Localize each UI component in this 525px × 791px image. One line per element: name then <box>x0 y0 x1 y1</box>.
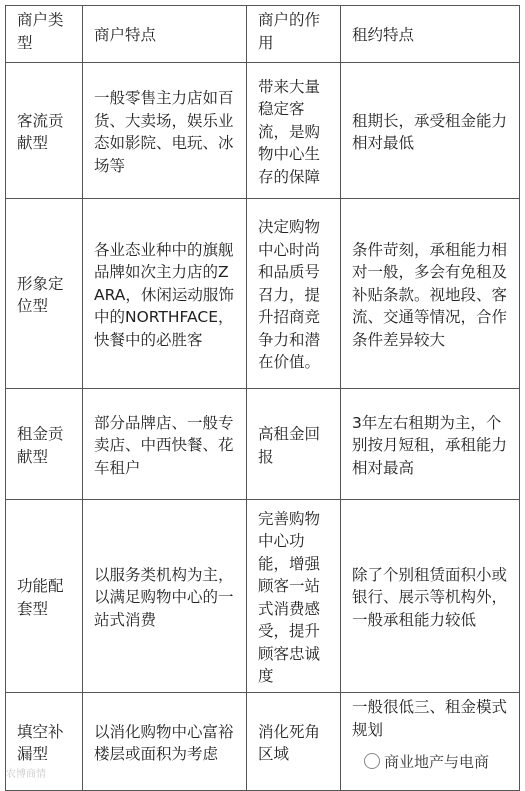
cell-role: 完善购物中心功能，增强顾客一站式消费感受，提升顾客忠诚度 <box>247 500 341 693</box>
header-merchant-role: 商户的作用 <box>247 6 341 63</box>
table-row <box>6 63 520 199</box>
cell-lease: 租期长，承受租金能力相对最低 <box>341 63 520 199</box>
cell-feature: 各业态业种中的旗舰品牌如次主力店的ZARA，休闲运动服饰中的NORTHFACE，快餐中的必胜客 <box>83 199 247 389</box>
cell-type: 填空补漏型 <box>6 693 83 791</box>
cell-feature: 一般零售主力店如百货、大卖场，娱乐业态如影院、电玩、冰场等 <box>83 63 247 199</box>
cell-role: 消化死角区域 <box>247 693 341 791</box>
cell-feature: 以消化购物中心富裕楼层或面积为考虑 <box>83 693 247 791</box>
cell-lease: 除了个别租赁面积小或银行、展示等机构外，一般承租能力较低 <box>341 500 520 693</box>
table-row <box>6 500 520 693</box>
header-lease-features: 租约特点 <box>341 6 520 63</box>
cell-feature: 部分品牌店、一般专卖店、中西快餐、花车租户 <box>83 389 247 500</box>
cell-feature: 以服务类机构为主，以满足购物中心的一站式消费 <box>83 500 247 693</box>
cell-type: 形象定位型 <box>6 199 83 389</box>
watermark-source: 农博商情 <box>6 769 46 780</box>
cell-type: 租金贡献型 <box>6 389 83 500</box>
cell-role: 决定购物中心时尚和品质号召力，提升招商竞争力和潜在价值。 <box>247 199 341 389</box>
cell-lease: 一般很低三、租金模式规划 <box>341 693 520 791</box>
table-row <box>6 693 520 791</box>
table-row <box>6 199 520 389</box>
wechat-logo-icon <box>364 753 380 769</box>
table-row <box>6 389 520 500</box>
table-header-row <box>6 6 520 63</box>
header-merchant-features: 商户特点 <box>83 6 247 63</box>
cell-role: 高租金回报 <box>247 389 341 500</box>
merchant-type-table <box>5 5 520 791</box>
cell-lease: 3年左右租期为主，个别按月短租，承租能力相对最高 <box>341 389 520 500</box>
watermark-account <box>362 751 491 772</box>
cell-lease: 条件苛刻，承租能力相对一般，多会有免租及补贴条款。视地段、客流、交通等情况，合作条件差异较大 <box>341 199 520 389</box>
cell-role: 带来大量稳定客流，是购物中心生存的保障 <box>247 63 341 199</box>
watermark-account-label: 商业地产与电商 <box>384 753 490 771</box>
header-merchant-type: 商户类型 <box>6 6 83 63</box>
cell-type: 功能配套型 <box>6 500 83 693</box>
cell-type: 客流贡献型 <box>6 63 83 199</box>
